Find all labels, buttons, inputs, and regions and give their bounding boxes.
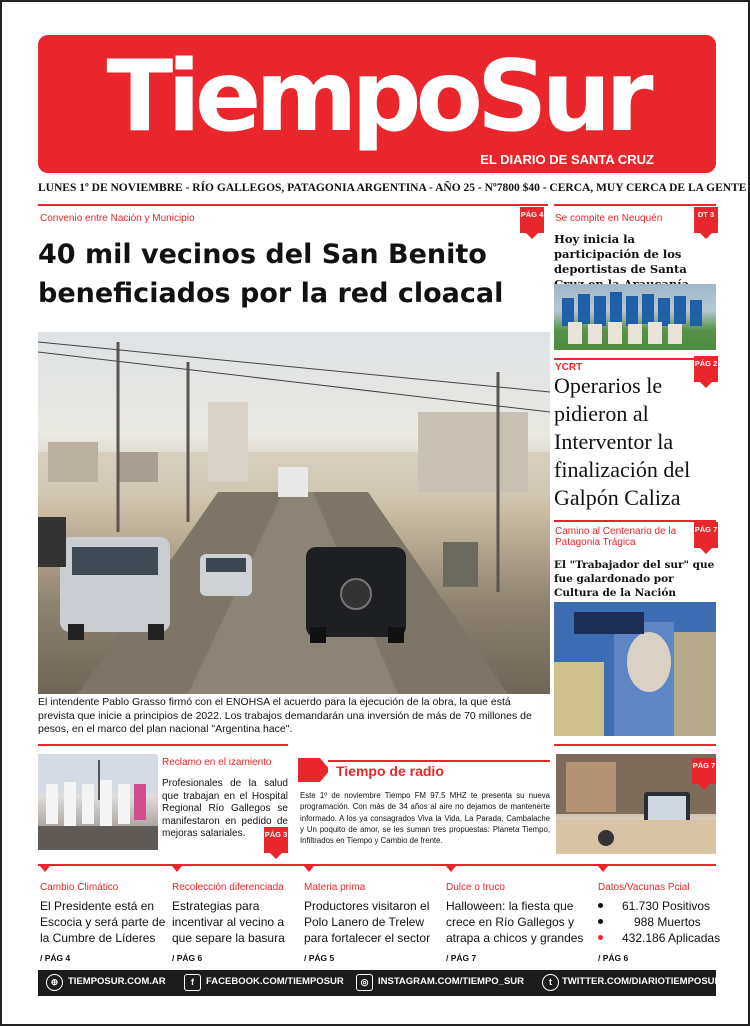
lead-page-badge: PÁG 4: [520, 207, 544, 233]
brief-page: / PÁG 5: [304, 953, 335, 963]
hospital-protest-photo: [38, 754, 158, 850]
radio-text: Este 1º de noviembre Tiempo FM 97.5 MHZ te presenta su nueva programación. Con más de 34 años al aire no dejamos de mantenerte informado. A los ya consagrados Viva la Vida, La Parada, Cambalache y Un poquito de amor, se les suman tres propuestas: Planeta Tiempo, Infiltrados en Tiempo y Cambio de frente.: [300, 791, 550, 846]
protest-image: [38, 754, 158, 850]
lead-kicker: Convenio entre Nación y Municipio: [40, 213, 195, 224]
brief-kicker: Cambio Climático: [40, 882, 119, 893]
column-marker-icon: [304, 866, 314, 872]
dateline: LUNES 1º DE NOVIEMBRE - RÍO GALLEGOS, PATAGONIA ARGENTINA - AÑO 25 - Nº7800 $40 - CERCA, MUY CERCA DE LA GENTE: [38, 182, 747, 194]
covid-page: / PÁG 6: [598, 953, 629, 963]
brief-kicker: Recolección diferenciada: [172, 882, 284, 893]
right-story2-headline[interactable]: Operarios le pidieron al Interventor la finalización del Galpón Caliza: [554, 373, 691, 510]
mural-photo: [554, 602, 716, 736]
right-story3-headline[interactable]: El "Trabajador del sur" que fue galardonado por Cultura de la Nación: [554, 559, 715, 599]
right-story3-kicker: Camino al Centenario de la Patagonia Trágica: [555, 526, 677, 548]
hospital-kicker: Reclamo en el izamiento: [162, 757, 272, 768]
radio-arrow-icon: [298, 756, 332, 784]
masthead-tagline: EL DIARIO DE SANTA CRUZ: [480, 152, 654, 167]
team-group-image: [554, 284, 716, 350]
column-marker-icon: [40, 866, 50, 872]
brief-page: / PÁG 4: [40, 953, 71, 963]
divider: [38, 204, 548, 206]
right-story1-headline[interactable]: Hoy inicia la participación de los deportistas de Santa: [554, 232, 687, 276]
divider: [554, 358, 716, 360]
social-footer: [38, 970, 722, 996]
hospital-text[interactable]: Profesionales de la salud que trabajan en el Hospital Regional Río Gallegos se manifestaron en pedido de mejoras salariales.: [162, 778, 288, 839]
radio-title[interactable]: Tiempo de radio: [336, 763, 444, 779]
radio-page-badge: PÁG 7: [692, 758, 716, 784]
globe-icon: ⊕: [46, 974, 63, 991]
facebook-icon: f: [184, 974, 201, 991]
footer-web-link[interactable]: TIEMPOSUR.COM.AR: [68, 976, 166, 987]
masthead: [38, 35, 716, 173]
twitter-icon: t: [542, 974, 559, 991]
column-marker-icon: [446, 866, 456, 872]
newspaper-front-page: TiempoSur EL DIARIO DE SANTA CRUZ LUNES 1º DE NOVIEMBRE - RÍO GALLEGOS, PATAGONIA ARGENTINA - AÑO 25 - Nº7800 $40 - CERCA, MUY CERCA DE LA GENTE Convenio entre Nación y Municipio PÁG 4 40 mil vecinos del San Benito beneficiados por la red cloacal El intendente Pablo Grasso firmó con el ENOHSA el acuerdo para la ejecución de la obra, la que está prevista que inicie a principios de 2022. Los trabajos demandarán una inversión de más de 70 millones de pesos, en el marco del plan nacional "Argentina hace". Se compite en Neuquén DT 3 Hoy inicia la participación de los deportistas de Santa YCRT PÁG 2 Operarios le pidieron al Interventor la finalización del Galpón Caliza Camino al Centenario de la Patagonia Trágica PÁG 7 El "Trabajador del sur" que fue galardonado por Cultura de la Nación Reclamo en el izamiento Profesionales de la salud que trabajan en el Hospital Regional Río Gallegos se manifestaron en pedido de mejoras salariales. PÁG 3 Tiempo de radio Este 1º de noviembre Tiempo FM 97.5 MHZ te presenta su nueva programación. Con más de 34 años al aire no dejamos de mantenerte informado. A los ya consagrados Viva la Vida, La Parada, Cambalache y Un poquito de amor, se les suman tres propuestas: Planeta Tiempo, Infiltrados en Tiempo y Cambio de frente. PÁG 7 Cambio Climático El Presidente está en Escocia y será parte de la Cumbre de Líderes / PÁG 4 Recolección diferenciada Estrategias para incentivar al vecino a que separe la basura / PÁG 6 Materia prima Productores visitaron el Polo Lanero de Trelew para fortalecer el sector / PÁG 5 Dulce o truco Halloween: la fiesta que crece en Río Gallegos y atrapa a chicos y grandes / PÁG 7 Datos/Vacunas Pcial 61.730 Positivos 988 Muertos 432.186 Aplicadas / PÁG 6 ⊕ TIEMPOSUR.COM.AR f FACEBOOK.COM/TIEMPOSUR ◎ INSTAGRAM.COM/TIEMPO_SUR t TWITTER.COM/DIARIOTIEMPOSUR: [0, 0, 750, 1026]
brief-headline[interactable]: Productores visitaron el Polo Lanero de Trelew para fortalecer el sector: [304, 899, 431, 945]
right-story1-page-badge: DT 3: [694, 207, 718, 233]
newspaper-logo: TiempoSur: [106, 40, 648, 154]
hospital-page-badge: PÁG 3: [264, 827, 288, 853]
brief-page: / PÁG 7: [446, 953, 477, 963]
column-marker-icon: [598, 866, 608, 872]
right-story2-page-badge: PÁG 2: [694, 356, 718, 382]
lead-photo: [38, 332, 550, 694]
brief-headline[interactable]: Estrategias para incentivar al vecino a que separe la basura: [172, 899, 285, 945]
divider: [554, 204, 716, 206]
footer-facebook-link[interactable]: FACEBOOK.COM/TIEMPOSUR: [206, 976, 344, 987]
mural-image: [554, 602, 716, 736]
right-story3-page-badge: PÁG 7: [694, 522, 718, 548]
instagram-icon: ◎: [356, 974, 373, 991]
right-story2-kicker: YCRT: [555, 362, 583, 373]
bullet-icon: [598, 935, 603, 940]
brief-headline[interactable]: Halloween: la fiesta que crece en Río Gallegos y atrapa a chicos y grandes: [446, 899, 584, 945]
divider: [38, 744, 288, 746]
footer-instagram-link[interactable]: INSTAGRAM.COM/TIEMPO_SUR: [378, 976, 525, 987]
divider: [38, 864, 716, 866]
lead-headline[interactable]: 40 mil vecinos del San Benito beneficiados por la red cloacal: [38, 239, 504, 309]
brief-page: / PÁG 6: [172, 953, 203, 963]
athletes-photo: [554, 284, 716, 350]
brief-kicker: Materia prima: [304, 882, 366, 893]
divider: [554, 744, 716, 746]
footer-twitter-link[interactable]: TWITTER.COM/DIARIOTIEMPOSUR: [562, 976, 722, 987]
bullet-icon: [598, 919, 603, 924]
brief-kicker: Dulce o truco: [446, 882, 505, 893]
road-scene-image: [38, 332, 550, 694]
brief-headline[interactable]: El Presidente está en Escocia y será parte de la Cumbre de Líderes: [40, 899, 166, 945]
lead-caption: El intendente Pablo Grasso firmó con el ENOHSA el acuerdo para la ejecución de la obra, la que está prevista que inicie a principios de 2022. Los trabajos demandarán una inversión de más de 70 millones de pesos, en el marco del plan nacional "Argentina hace".: [38, 696, 532, 735]
right-story1-kicker: Se compite en Neuquén: [555, 213, 663, 224]
divider: [554, 520, 716, 522]
covid-kicker: Datos/Vacunas Pcial: [598, 882, 690, 893]
bullet-icon: [598, 903, 603, 908]
column-marker-icon: [172, 866, 182, 872]
